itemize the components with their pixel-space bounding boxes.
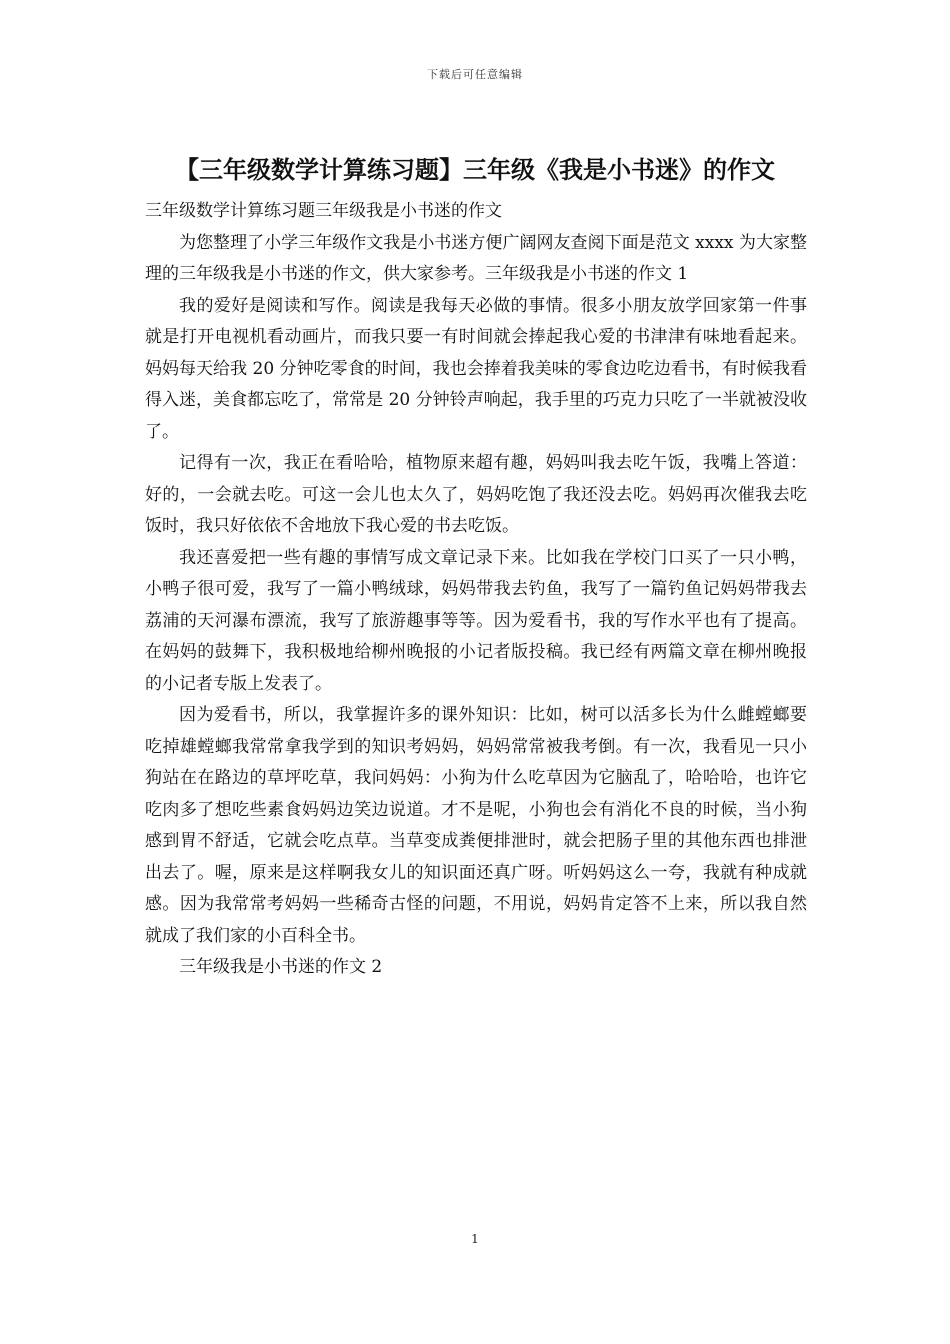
- document-title: 【三年级数学计算练习题】三年级《我是小书迷》的作文: [175, 155, 775, 184]
- paragraph: 我还喜爱把一些有趣的事情写成文章记录下来。比如我在学校门口买了一只小鸭，小鸭子很可爱，我写了一篇小鸭绒球，妈妈带我去钓鱼，我写了一篇钓鱼记妈妈带我去荔浦的天河瀑布漂流，我写了旅游趣事等等。因为爱看书，我的写作水平也有了提高。在妈妈的鼓舞下，我积极地给柳州晚报的小记者版投稿。我已经有两篇文章在柳州晚报的小记者专版上发表了。: [145, 547, 807, 694]
- paragraph: 为您整理了小学三年级作文我是小书迷方便广阔网友查阅下面是范文 xxxx 为大家整理的三年级我是小书迷的作文，供大家参考。三年级我是小书迷的作文 1: [145, 232, 807, 284]
- paragraph: 因为爱看书，所以，我掌握许多的课外知识：比如，树可以活多长为什么雌螳螂要吃掉雄螳螂我常常拿我学到的知识考妈妈，妈妈常常被我考倒。有一次，我看见一只小狗站在在路边的草坪吃草，我问妈妈：小狗为什么吃草因为它脑乱了，哈哈哈，也许它吃肉多了想吃些素食妈妈边笑边说道。才不是呢，小狗也会有消化不良的时候，当小狗感到胃不舒适，它就会吃点草。当草变成粪便排泄时，就会把肠子里的其他东西也排泄出去了。喔，原来是这样啊我女儿的知识面还真广呀。听妈妈这么一夸，我就有种成就感。因为我常常考妈妈一些稀奇古怪的问题，不用说，妈妈肯定答不上来，所以我自然就成了我们家的小百科全书。: [145, 705, 807, 946]
- paragraph: 记得有一次，我正在看哈哈，植物原来超有趣，妈妈叫我去吃午饭，我嘴上答道：好的，一会就去吃。可这一会儿也太久了，妈妈吃饱了我还没去吃。妈妈再次催我去吃饭时，我只好依依不舍地放下我心爱的书去吃饭。: [145, 453, 807, 536]
- paragraph: 三年级数学计算练习题三年级我是小书迷的作文: [145, 201, 502, 221]
- document-body: [145, 196, 807, 984]
- paragraph: 我的爱好是阅读和写作。阅读是我每天必做的事情。很多小朋友放学回家第一件事就是打开电视机看动画片，而我只要一有时间就会捧起我心爱的书津津有味地看起来。妈妈每天给我 20 分钟吃零食的时间，我也会捧着我美味的零食边吃边看书，有时候我看得入迷，美食都忘吃了，常常是 20 分钟铃声响起，我手里的巧克力只吃了一半就被没收了。: [145, 295, 807, 442]
- header-note: 下载后可任意编辑: [427, 68, 523, 81]
- paragraph: 三年级我是小书迷的作文 2: [179, 957, 383, 977]
- page-number: 1: [471, 1232, 479, 1246]
